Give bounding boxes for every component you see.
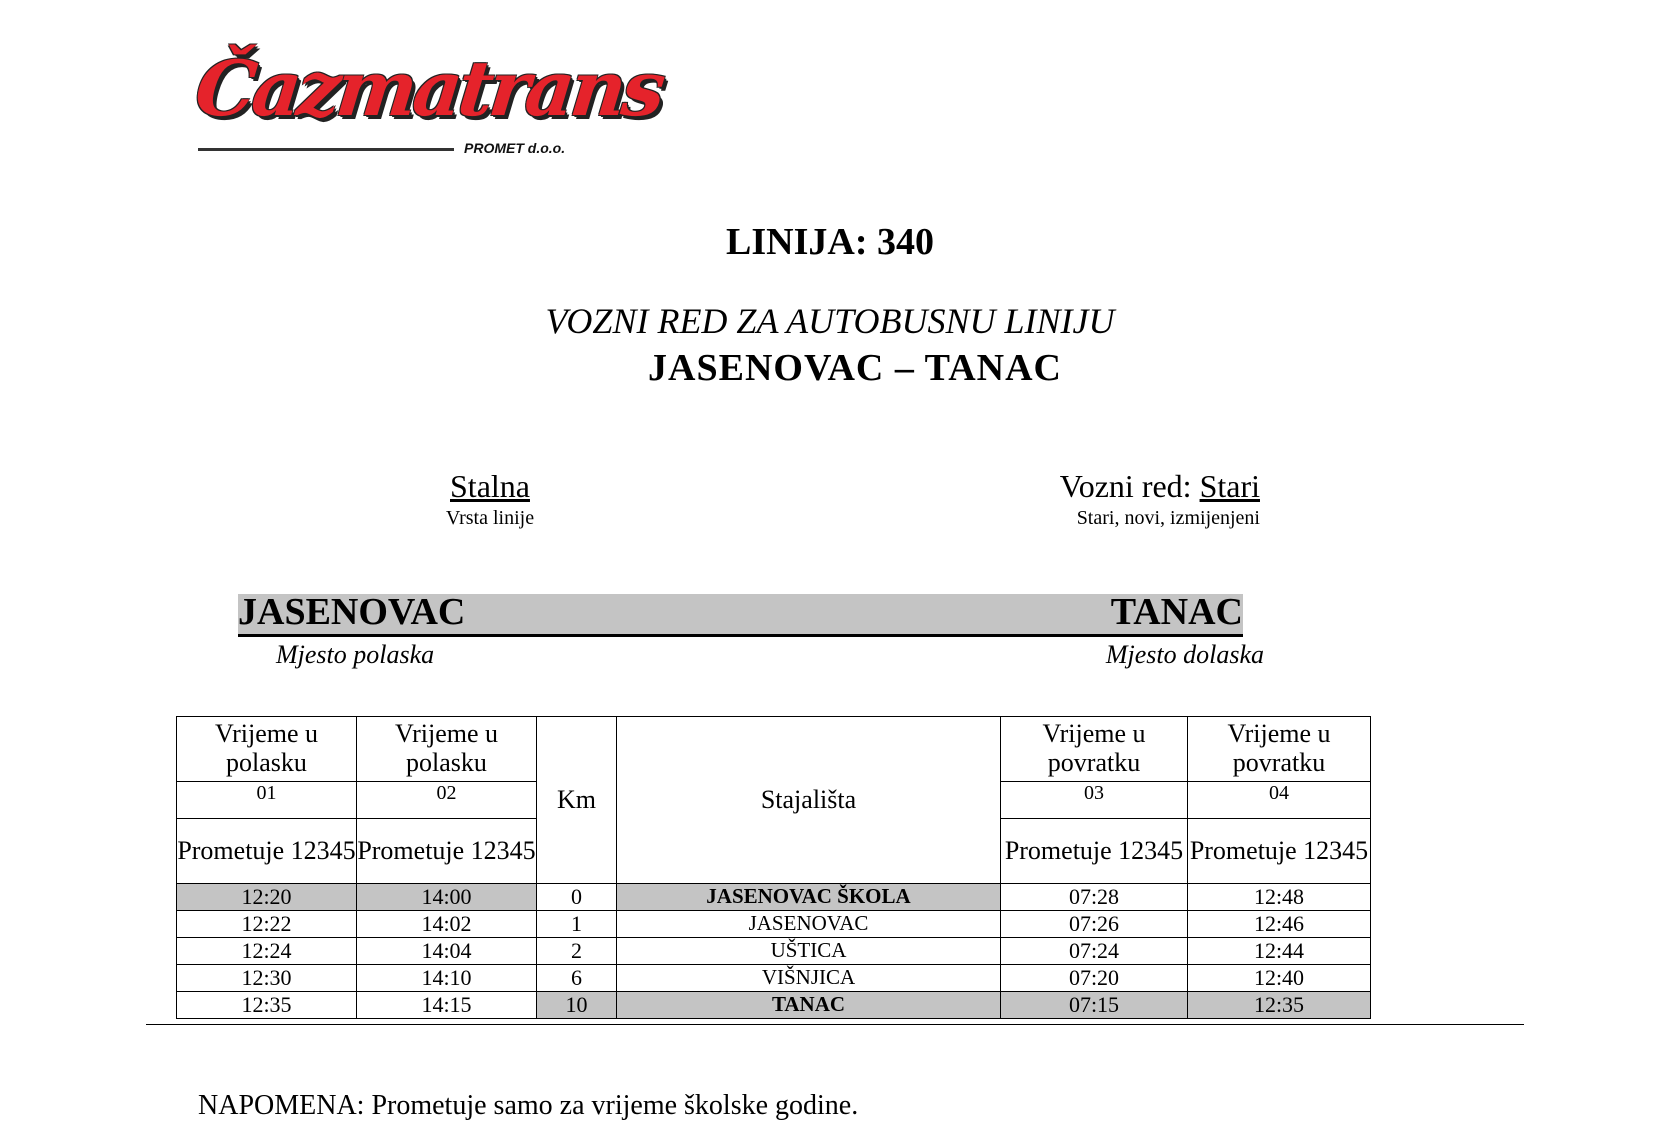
- return-time: 07:15: [1001, 992, 1188, 1019]
- table-bottom-rule: [146, 1024, 1524, 1025]
- line-type-caption: Vrsta linije: [445, 507, 535, 529]
- return-time: 12:35: [1188, 992, 1371, 1019]
- km-value: 0: [537, 884, 617, 911]
- km-value: 10: [537, 992, 617, 1019]
- operating-days: Prometuje 12345: [177, 819, 357, 884]
- line-type-value: Stalna: [450, 468, 530, 504]
- route-title: JASENOVAC – TANAC: [648, 347, 1062, 389]
- header-departure-2: Vrijeme u polasku: [357, 717, 537, 782]
- operating-days: Prometuje 12345: [1188, 819, 1371, 884]
- departure-place: JASENOVAC: [238, 591, 466, 633]
- stop-name: JASENOVAC ŠKOLA: [617, 884, 1001, 911]
- return-time: 07:24: [1001, 938, 1188, 965]
- header-return-4: Vrijeme u povratku: [1188, 717, 1371, 782]
- departure-time: 12:20: [177, 884, 357, 911]
- return-time: 07:20: [1001, 965, 1188, 992]
- departure-time: 12:24: [177, 938, 357, 965]
- km-value: 2: [537, 938, 617, 965]
- trip-number: 01: [177, 782, 357, 819]
- operating-days: Prometuje 12345: [357, 819, 537, 884]
- table-row: [177, 938, 1371, 965]
- return-time: 12:48: [1188, 884, 1371, 911]
- schedule-caption: Stari, novi, izmijenjeni: [1076, 507, 1260, 529]
- header-stops: Stajališta: [617, 717, 1001, 884]
- header-return-3: Vrijeme u povratku: [1001, 717, 1188, 782]
- note-text: NAPOMENA: Prometuje samo za vrijeme školske godine.: [198, 1090, 859, 1121]
- schedule-prefix: Vozni red:: [1059, 468, 1200, 504]
- operating-days: Prometuje 12345: [1001, 819, 1188, 884]
- departure-time: 12:35: [177, 992, 357, 1019]
- trip-number: 02: [357, 782, 537, 819]
- company-logo: [191, 44, 666, 159]
- table-row: [177, 965, 1371, 992]
- km-value: 6: [537, 965, 617, 992]
- departure-caption: Mjesto polaska: [276, 640, 435, 669]
- departure-time: 14:02: [357, 911, 537, 938]
- return-time: 12:46: [1188, 911, 1371, 938]
- arrival-caption: Mjesto dolaska: [1105, 640, 1264, 669]
- km-value: 1: [537, 911, 617, 938]
- arrival-place: TANAC: [1110, 591, 1243, 633]
- trip-number: 03: [1001, 782, 1188, 819]
- return-time: 12:44: [1188, 938, 1371, 965]
- trip-number: 04: [1188, 782, 1371, 819]
- table-row: [177, 992, 1371, 1019]
- line-number-title: LINIJA: 340: [726, 221, 934, 263]
- departure-time: 14:15: [357, 992, 537, 1019]
- departure-time: 12:22: [177, 911, 357, 938]
- table-row: [177, 884, 1371, 911]
- table-row: [177, 911, 1371, 938]
- return-time: 07:26: [1001, 911, 1188, 938]
- stop-name: VIŠNJICA: [617, 965, 1001, 992]
- departure-time: 14:04: [357, 938, 537, 965]
- logo-subtitle: PROMET d.o.o.: [464, 140, 566, 156]
- header-departure-1: Vrijeme u polasku: [177, 717, 357, 782]
- schedule-type: [960, 468, 1260, 505]
- departure-time: 12:30: [177, 965, 357, 992]
- departure-time: 14:10: [357, 965, 537, 992]
- timetable-heading: VOZNI RED ZA AUTOBUSNU LINIJU: [545, 301, 1115, 341]
- departure-time: 14:00: [357, 884, 537, 911]
- logo-wordmark: Čazmatrans: [191, 44, 666, 133]
- return-time: 07:28: [1001, 884, 1188, 911]
- logo-underline: [198, 148, 454, 151]
- stop-name: UŠTICA: [617, 938, 1001, 965]
- timetable: [176, 716, 1371, 1019]
- stop-name: JASENOVAC: [617, 911, 1001, 938]
- header-km: Km: [537, 717, 617, 884]
- schedule-value: Stari: [1199, 468, 1260, 504]
- return-time: 12:40: [1188, 965, 1371, 992]
- stop-name: TANAC: [617, 992, 1001, 1019]
